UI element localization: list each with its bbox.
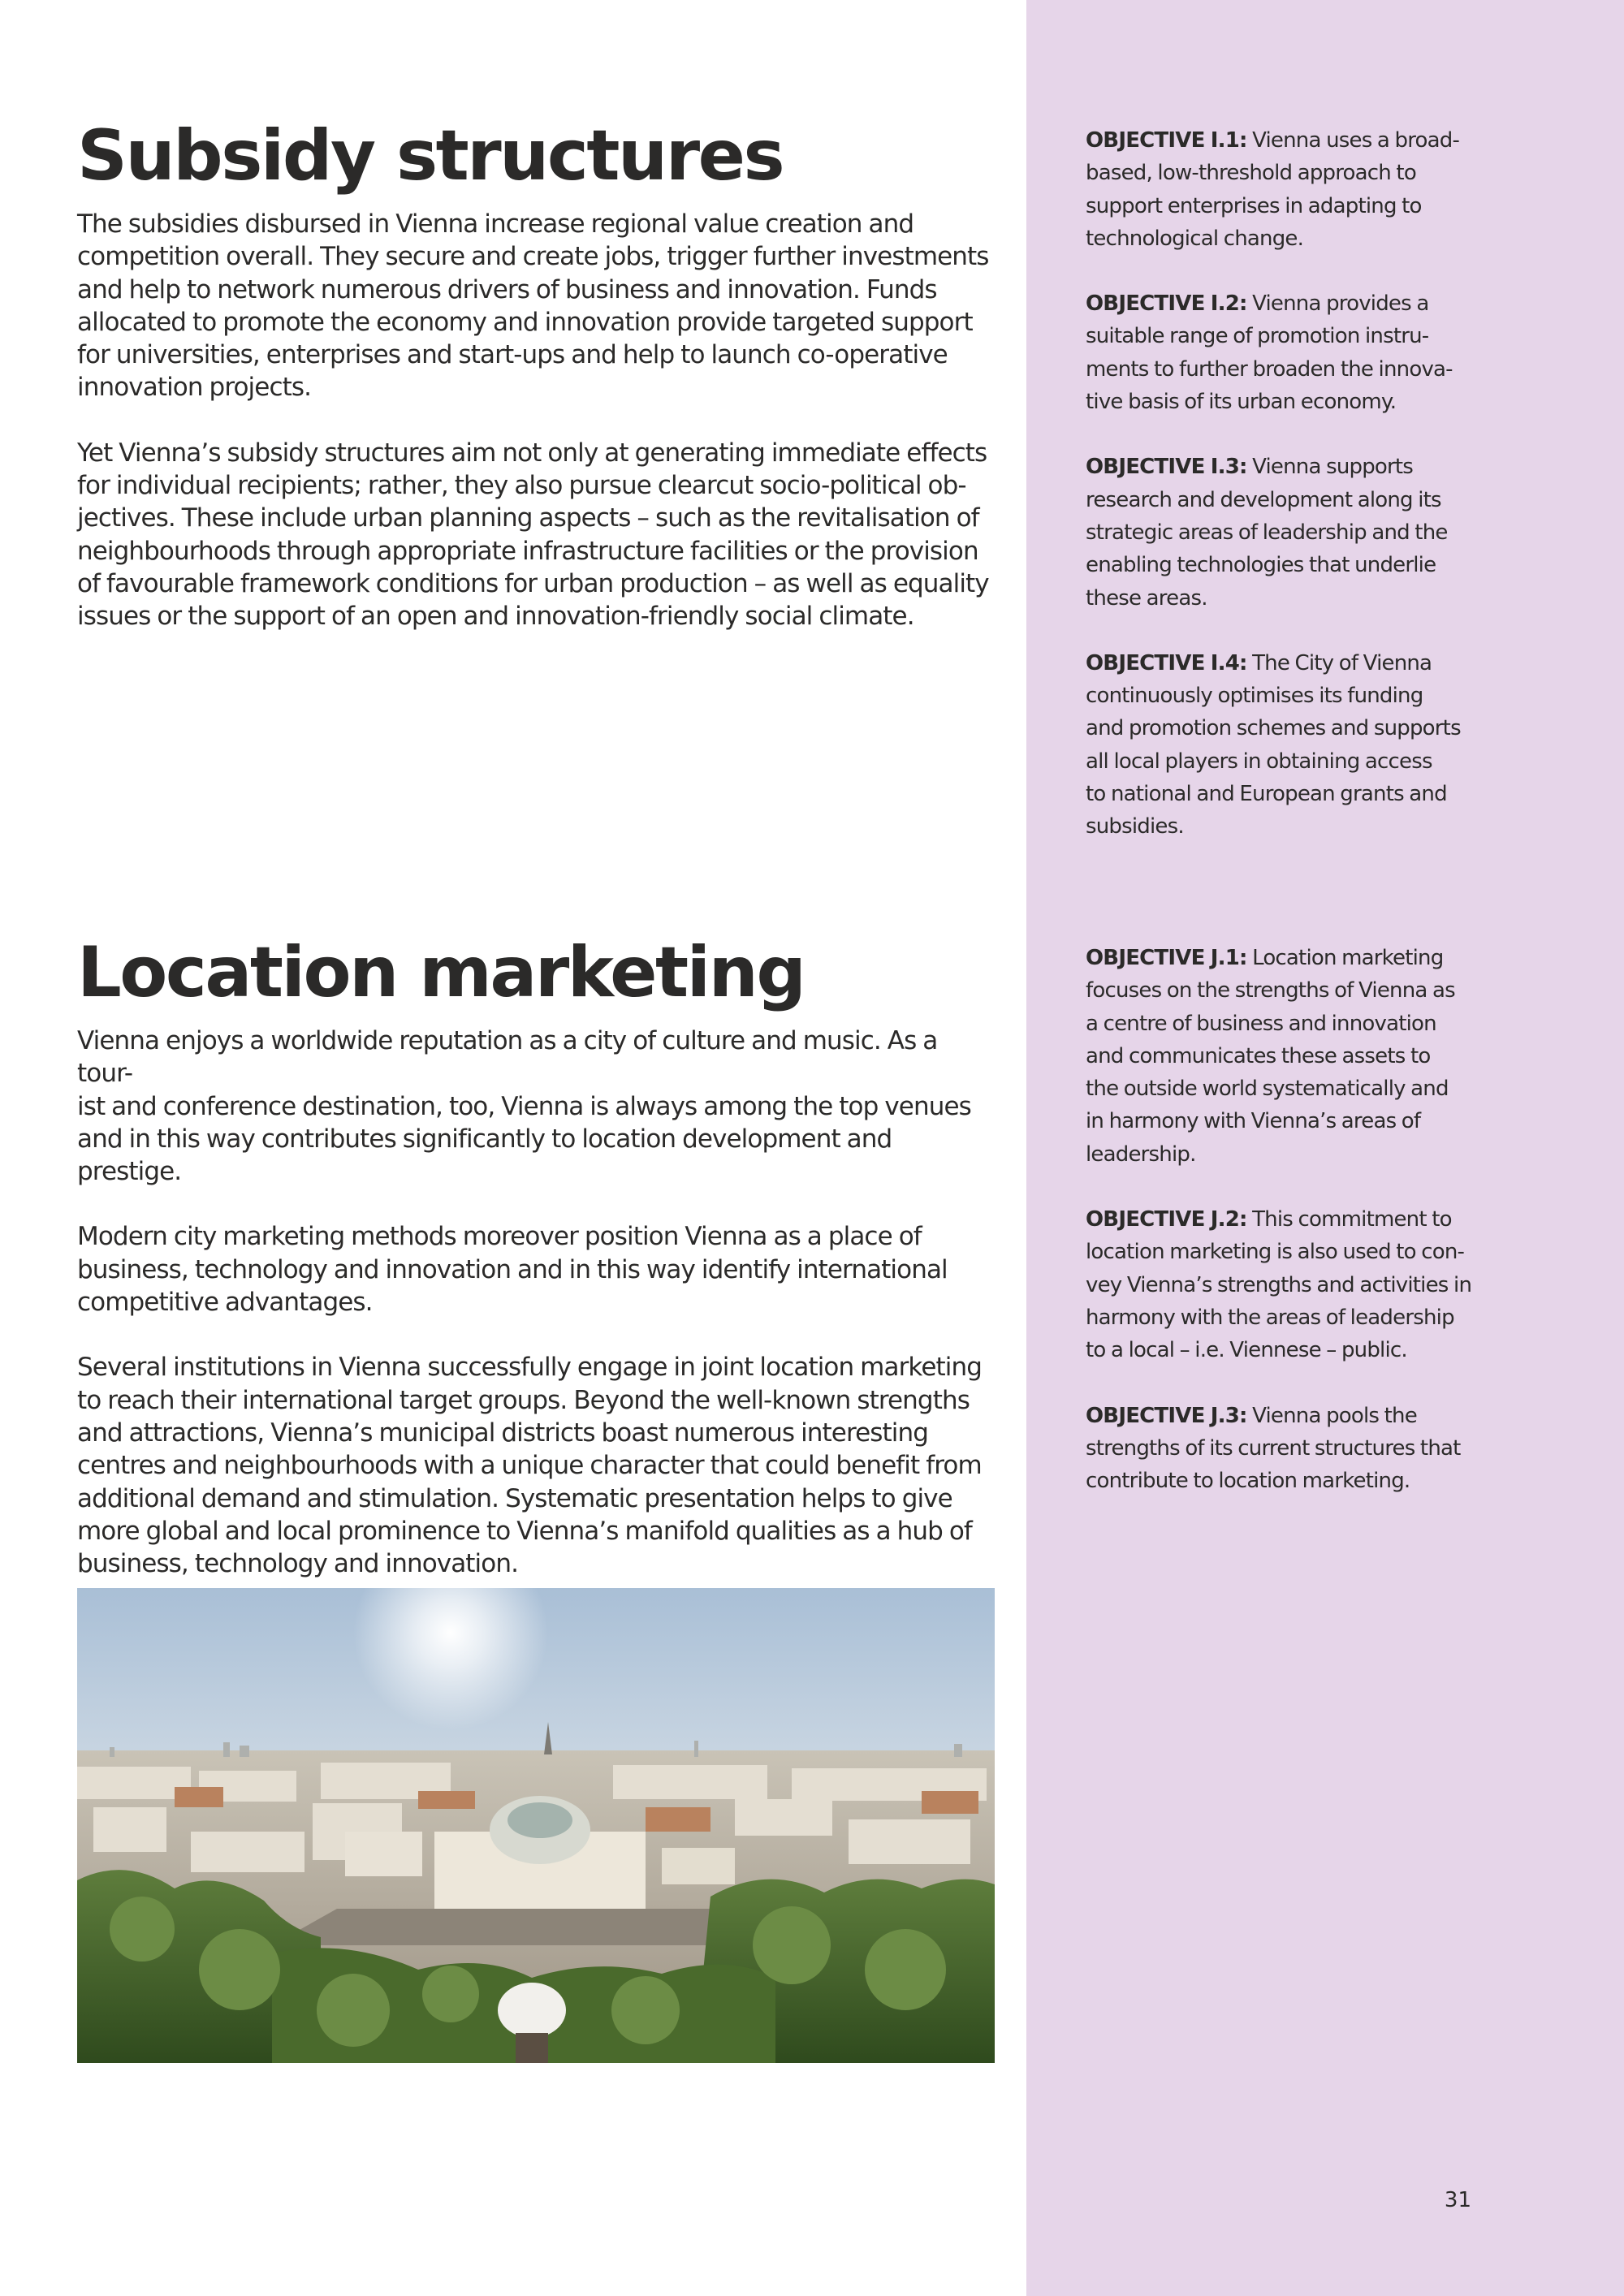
objective-line: strengths of its current structures that	[1086, 1435, 1461, 1461]
objective-line: Vienna uses a broad-	[1252, 128, 1460, 153]
text-line: Vienna enjoys a worldwide reputation as a city of culture and music. As a tour-	[77, 1026, 938, 1089]
objective-line: enabling technologies that underlie	[1086, 553, 1436, 578]
objective-line: and communicates these assets to	[1086, 1043, 1431, 1068]
objective-item	[1086, 451, 1475, 614]
objective-line: strategic areas of leadership and the	[1086, 520, 1448, 545]
text-line: and in this way contributes significantly to location development and prestige.	[77, 1124, 892, 1187]
objective-line: leadership.	[1086, 1142, 1196, 1167]
subsidy-heading: Subsidy structures	[77, 115, 784, 196]
text-line: centres and neighbourhoods with a unique character that could benefit from	[77, 1451, 982, 1481]
objective-line: subsidies.	[1086, 814, 1184, 839]
text-line: allocated to promote the economy and innovation provide targeted support	[77, 307, 973, 337]
objective-line: tive basis of its urban economy.	[1086, 390, 1397, 415]
objective-item	[1086, 647, 1475, 844]
text-line: Several institutions in Vienna successfully engage in joint location marketing	[77, 1353, 983, 1383]
text-line: Yet Vienna’s subsidy structures aim not only at generating immediate effects	[77, 438, 987, 468]
objective-line: ments to further broaden the innova-	[1086, 356, 1453, 382]
text-line: issues or the support of an open and innovation-friendly social climate.	[77, 602, 914, 632]
objective-item	[1086, 1400, 1475, 1498]
objective-line: Vienna supports	[1252, 455, 1414, 480]
objective-line: in harmony with Vienna’s areas of	[1086, 1109, 1421, 1134]
objective-line: support enterprises in adapting to	[1086, 193, 1422, 218]
objective-line: research and development along its	[1086, 487, 1441, 512]
objective-label: OBJECTIVE I.1:	[1086, 128, 1247, 153]
objective-line: technological change.	[1086, 226, 1304, 251]
text-line: The subsidies disbursed in Vienna increase regional value creation and	[77, 209, 914, 239]
objectives-i-list	[1086, 124, 1475, 876]
subsidy-paragraph-1	[77, 208, 995, 404]
text-line: for universities, enterprises and start-ups and help to launch co-operative	[77, 340, 948, 370]
objective-line: to national and European grants and	[1086, 782, 1447, 807]
subsidy-section	[77, 114, 995, 633]
text-line: to reach their international target groups. Beyond the well-known strengths	[77, 1385, 970, 1415]
objective-label: OBJECTIVE I.4:	[1086, 650, 1247, 675]
objective-line: a centre of business and innovation	[1086, 1011, 1436, 1036]
text-line: business, technology and innovation.	[77, 1549, 519, 1579]
objective-item	[1086, 942, 1475, 1171]
objective-line: to a local – i.e. Viennese – public.	[1086, 1338, 1407, 1363]
objective-line: focuses on the strengths of Vienna as	[1086, 978, 1455, 1003]
objective-item	[1086, 1203, 1475, 1366]
objective-label: OBJECTIVE J.1:	[1086, 946, 1247, 970]
text-line: additional demand and stimulation. Systematic presentation helps to give	[77, 1483, 952, 1513]
text-line: neighbourhoods through appropriate infrastructure facilities or the provision	[77, 536, 978, 566]
text-line: for individual recipients; rather, they also pursue clearcut socio-political ob-	[77, 471, 966, 501]
objective-item	[1086, 287, 1475, 418]
objective-line: and promotion schemes and supports	[1086, 716, 1461, 741]
objective-line: continuously optimises its funding	[1086, 684, 1423, 709]
objective-line: suitable range of promotion instru-	[1086, 324, 1429, 349]
objective-line: based, low-threshold approach to	[1086, 161, 1416, 186]
page-number: 31	[1444, 2188, 1471, 2212]
objective-line: contribute to location marketing.	[1086, 1469, 1410, 1494]
location-paragraph-2	[77, 1220, 995, 1318]
text-line: competitive advantages.	[77, 1288, 373, 1318]
objective-line: The City of Vienna	[1252, 650, 1432, 675]
text-line: jectives. These include urban planning aspects – such as the revitalisation of	[77, 503, 979, 533]
text-line: Modern city marketing methods moreover position Vienna as a place of	[77, 1222, 922, 1252]
objective-line: Location marketing	[1252, 946, 1444, 970]
location-paragraph-1	[77, 1025, 995, 1188]
objective-line: This commitment to	[1252, 1207, 1452, 1232]
objective-line: all local players in obtaining access	[1086, 749, 1432, 774]
objective-line: harmony with the areas of leadership	[1086, 1305, 1454, 1330]
text-line: innovation projects.	[77, 373, 312, 403]
objective-line: Vienna provides a	[1252, 291, 1429, 317]
text-line: and help to network numerous drivers of business and innovation. Funds	[77, 274, 937, 304]
objective-label: OBJECTIVE J.3:	[1086, 1403, 1247, 1428]
text-line: and attractions, Vienna’s municipal districts boast numerous interesting	[77, 1418, 929, 1448]
location-heading: Location marketing	[77, 932, 805, 1013]
objective-item	[1086, 124, 1475, 255]
objective-label: OBJECTIVE I.3:	[1086, 455, 1247, 480]
text-line: competition overall. They secure and create jobs, trigger further investments	[77, 242, 989, 272]
text-line: of favourable framework conditions for urban production – as well as equality	[77, 568, 989, 598]
objective-line: Vienna pools the	[1252, 1403, 1417, 1428]
text-line: more global and local prominence to Vienna’s manifold qualities as a hub of	[77, 1516, 972, 1546]
location-paragraph-3	[77, 1351, 995, 1580]
objective-label: OBJECTIVE J.2:	[1086, 1207, 1247, 1232]
subsidy-paragraph-2	[77, 437, 995, 633]
objectives-j-list	[1086, 942, 1475, 1530]
city-aerial-photo	[77, 1588, 995, 2063]
location-section	[77, 930, 995, 1580]
objective-label: OBJECTIVE I.2:	[1086, 291, 1247, 317]
objective-line: the outside world systematically and	[1086, 1077, 1449, 1102]
objective-line: location marketing is also used to con-	[1086, 1240, 1465, 1265]
objective-line: these areas.	[1086, 585, 1207, 611]
text-line: business, technology and innovation and in this way identify international	[77, 1254, 948, 1284]
objective-line: vey Vienna’s strengths and activities in	[1086, 1272, 1472, 1297]
text-line: ist and conference destination, too, Vienna is always among the top venues	[77, 1091, 971, 1121]
